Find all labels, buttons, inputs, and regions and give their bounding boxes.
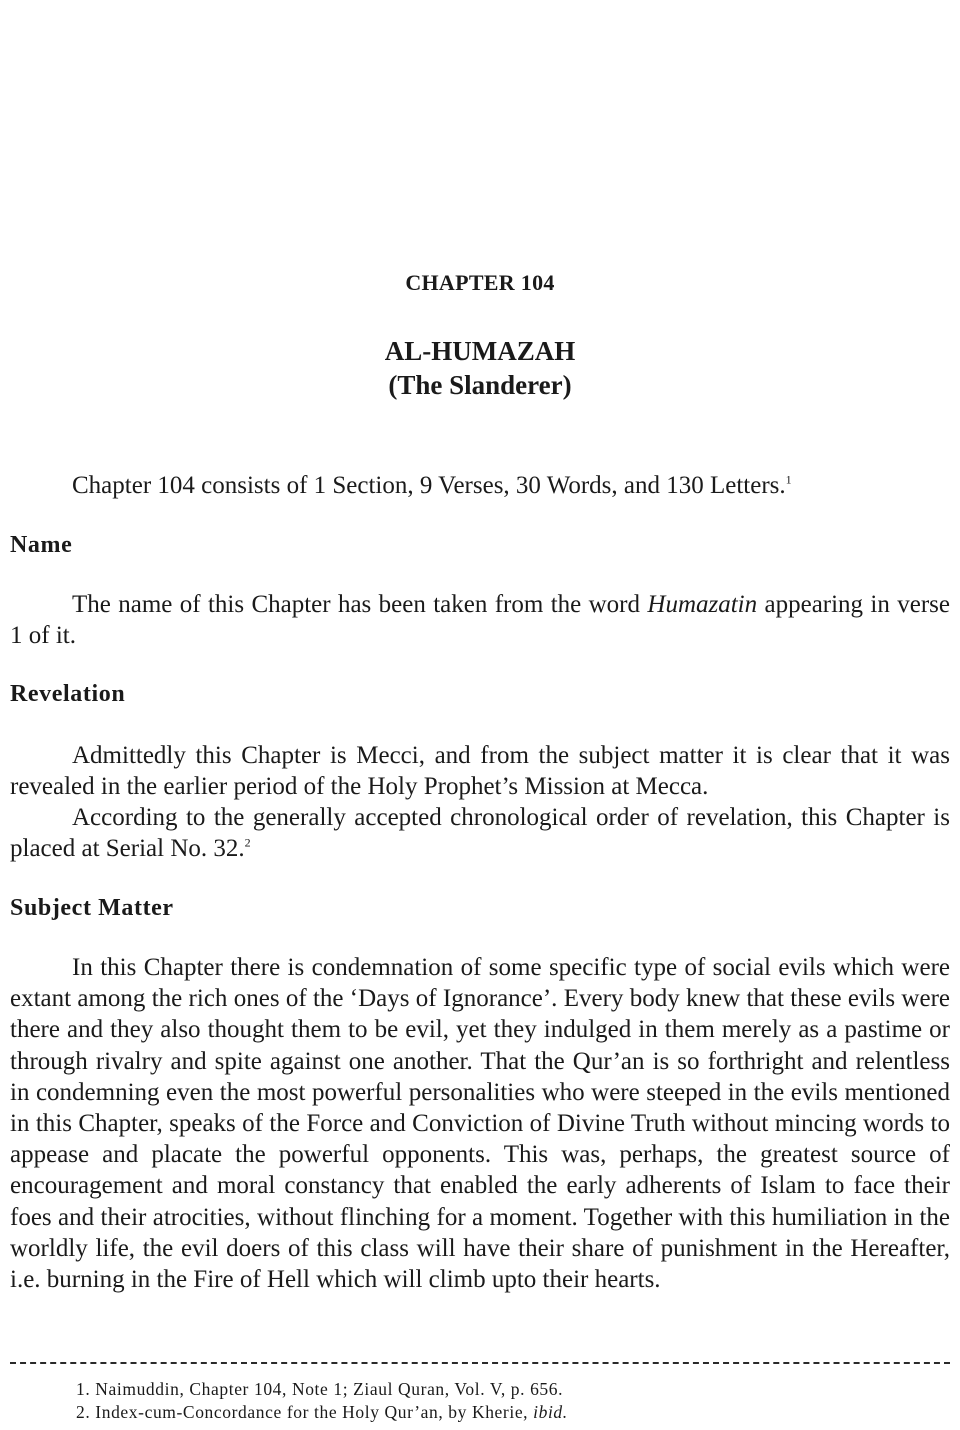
section-heading-name: Name: [10, 532, 73, 558]
subject-matter-paragraph: In this Chapter there is condemnation of some specific type of social evils which were extant among the rich ones of the ‘Days of Ignorance’. Every body knew that these evils were there and they also thought them to be evil, yet they indulged in them merely as a pastime or through rivalry and spite against one another. That the Qur’an is so forthright and relentless in condemning even the most powerful personalities who were steeped in the evils mentioned in this Chapter, speaks of the Force and Conviction of Divine Truth without mincing words to appease and placate the powerful opponents. This was, perhaps, the greatest source of encouragement and moral constancy that enabled the early adherents of Islam to face their foes and their atrocities, without flinching for a moment. Together with this humiliation in the worldly life, the evil doers of this class will have their share of punishment in the Hereafter, i.e. burning in the Fire of Hell which will climb upto their hearts.: [10, 954, 950, 1294]
revelation-paragraph-2-text: According to the generally accepted chronological order of revelation, this Chapter is placed at Serial No. 32.: [10, 804, 950, 863]
footnote-2-italic: ibid.: [533, 1402, 568, 1422]
name-paragraph-text-1: The name of this Chapter has been taken from the word: [72, 591, 648, 618]
footnote-divider: [10, 1362, 950, 1364]
chapter-summary: [10, 470, 950, 502]
section-heading-subject-matter: Subject Matter: [10, 895, 174, 921]
footnote-2-text: 2. Index-cum-Concordance for the Holy Qur’an, by Kherie,: [76, 1402, 534, 1422]
chapter-label: CHAPTER 104: [405, 270, 555, 295]
chapter-title-block: [0, 334, 960, 402]
name-paragraph: [10, 589, 950, 651]
section-heading-revelation: Revelation: [10, 681, 126, 707]
revelation-paragraph-2: [10, 802, 950, 864]
chapter-subtitle: (The Slanderer): [388, 370, 572, 400]
footnote-2: [76, 1402, 568, 1423]
chapter-title: AL-HUMAZAH: [384, 336, 576, 366]
footnote-1: 1. Naimuddin, Chapter 104, Note 1; Ziaul Quran, Vol. V, p. 656.: [76, 1379, 564, 1399]
footnote-ref-2: 2: [244, 835, 251, 850]
summary-text: Chapter 104 consists of 1 Section, 9 Verses, 30 Words, and 130 Letters.: [72, 472, 786, 499]
name-paragraph-text-2: appearing in verse 1 of it.: [10, 591, 950, 650]
revelation-paragraph-1: Admittedly this Chapter is Mecci, and from the subject matter it is clear that it was revealed in the earlier period of the Holy Prophet’s Mission at Mecca.: [10, 742, 950, 801]
footnote-ref-1: 1: [785, 472, 792, 487]
name-paragraph-italic: Humazatin: [647, 591, 758, 618]
